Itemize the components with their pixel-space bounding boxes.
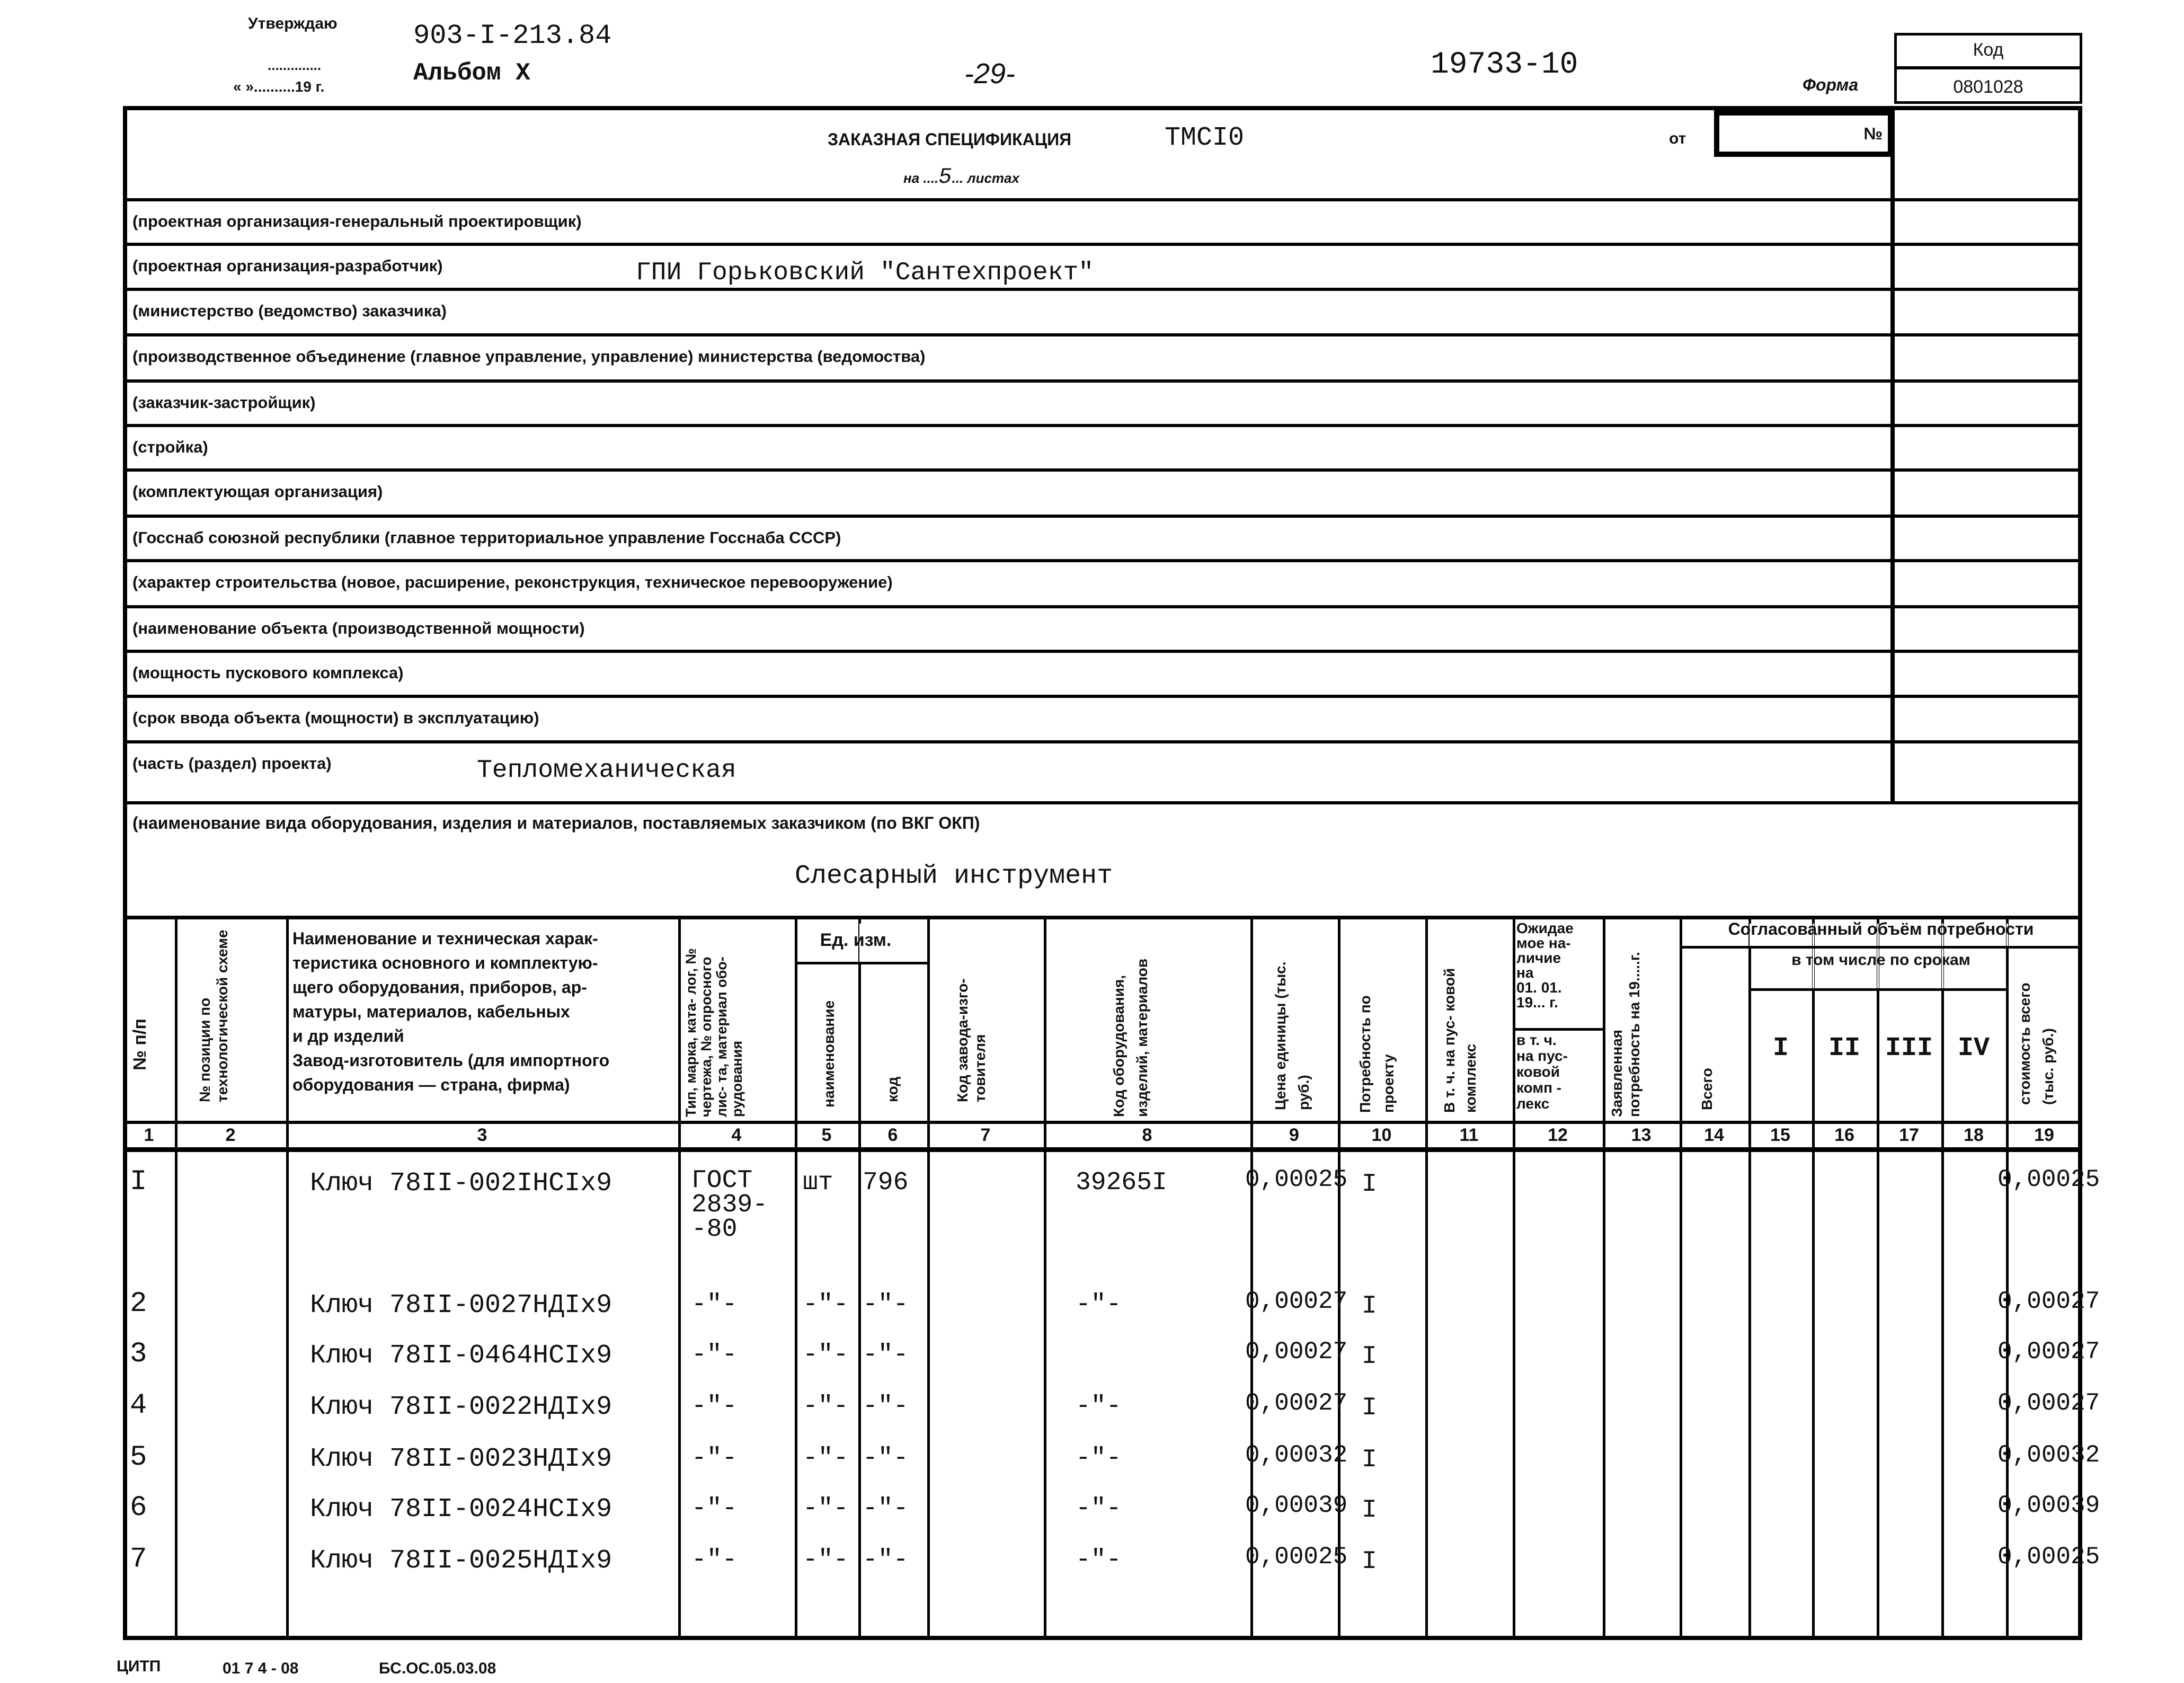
form-label: Форма [1803, 75, 1859, 94]
column-number: 14 [1704, 1125, 1724, 1145]
unit-name: -"- [803, 1546, 849, 1574]
column-number: 19 [2034, 1125, 2054, 1145]
field-row-divider [123, 333, 2082, 336]
row-number: I [130, 1166, 147, 1198]
item-name: Ключ 78II-0023НДIх9 [310, 1444, 612, 1474]
header-expected-launch-line: комп - [1516, 1079, 1562, 1096]
footer-code: БС.ОС.05.03.08 [379, 1660, 496, 1677]
field-label: (мощность пускового комплекса) [132, 663, 404, 682]
column-number: 7 [980, 1125, 991, 1145]
total-cost: 0,00025 [1997, 1543, 2100, 1571]
header-description-line: Завод-изготовитель (для импортного [292, 1051, 610, 1070]
column-number: 4 [731, 1125, 742, 1145]
column-number: 5 [821, 1125, 832, 1145]
header-bottom-line [123, 1121, 2082, 1124]
field-label: (проектная организация-разработчик) [132, 256, 443, 275]
header-description-line: щего оборудования, приборов, ар- [292, 978, 587, 997]
unit-price: 0,00027 [1245, 1288, 1348, 1315]
field-label: (стройка) [132, 438, 208, 456]
form-code-cell [1894, 67, 2082, 104]
from-label: от [1669, 130, 1686, 147]
item-type: ГОСТ 2839- -80 [691, 1166, 768, 1244]
unit-name: -"- [803, 1392, 849, 1421]
header-description-line: матуры, материалов, кабельных [292, 1002, 570, 1021]
item-type: -"- [691, 1546, 738, 1574]
design-need: I [1362, 1394, 1377, 1422]
field-label: (производственное объединение (главное управление, управление) министерства (ведомоства) [132, 347, 926, 366]
unit-price: 0,00032 [1245, 1441, 1348, 1469]
header-by-terms: в том числе по срокам [1791, 951, 1970, 969]
unit-code: 796 [863, 1168, 909, 1197]
header-expected-line: 01. 01. [1516, 979, 1562, 996]
item-code: -"- [1076, 1494, 1122, 1523]
field-value: Тепломеханическая [477, 756, 736, 785]
row-number: 5 [130, 1441, 147, 1474]
column-divider [1941, 919, 1944, 1640]
field-value: ГПИ Горьковский "Сантехпроект" [636, 259, 1094, 287]
code-label: Код [1973, 40, 2004, 60]
footer-org: ЦИТП [117, 1658, 161, 1675]
page-number: -29- [964, 58, 1016, 90]
column-number: 17 [1899, 1125, 1919, 1145]
row-number: 6 [130, 1492, 147, 1524]
item-name: Ключ 78II-0024НСIх9 [310, 1494, 612, 1525]
column-divider [1425, 919, 1428, 1640]
spec-title: ЗАКАЗНАЯ СПЕЦИФИКАЦИЯ [828, 130, 1072, 149]
expected-divider [1513, 1028, 1603, 1031]
column-number: 16 [1834, 1125, 1854, 1145]
row-number: 4 [130, 1389, 147, 1422]
header-design-need: Потребность по проекту [1357, 995, 1397, 1113]
column-divider [1680, 919, 1682, 1640]
header-position: № позиции по технологической схеме [197, 929, 230, 1102]
item-type: -"- [691, 1494, 738, 1523]
header-expected-line: на [1516, 964, 1534, 981]
item-code: -"- [1076, 1444, 1122, 1473]
design-need: I [1362, 1170, 1377, 1199]
item-type: -"- [691, 1290, 738, 1319]
header-expected-line: мое на- [1516, 935, 1571, 951]
unit-name: шт [803, 1168, 833, 1197]
field-row-divider [123, 288, 2082, 291]
unit-name: -"- [803, 1494, 849, 1523]
field-label: (характер строительства (новое, расширение, реконструкция, техническое перевооружение) [132, 573, 893, 591]
header-item-code: Код оборудования, изделий, материалов [1111, 958, 1150, 1117]
column-number-bottom-line [123, 1147, 2082, 1152]
header-description-line: оборудования — страна, фирма) [292, 1075, 570, 1094]
header-plant-code: Код завода-изго- товителя [954, 978, 988, 1102]
header-expected [1516, 921, 1574, 1010]
item-name: Ключ 78II-0022НДIх9 [310, 1392, 612, 1422]
header-quarter-2: II [1828, 1033, 1860, 1064]
field-label: (проектная организация-генеральный проектировщик) [132, 212, 582, 231]
header-expected-launch [1516, 1032, 1568, 1112]
approve-dots: .............. [268, 57, 322, 73]
header-expected-launch-line: лекс [1516, 1095, 1550, 1112]
header-type: Тип, марка, ката- лог, № чертежа, № опросного лис- та, материал обо- рудования [683, 948, 745, 1117]
inventory-stamp: 19733-10 [1431, 48, 1578, 82]
field-label: (министерство (ведомство) заказчика) [132, 302, 447, 320]
footer-number: 01 7 4 - 08 [223, 1660, 299, 1677]
column-divider [1748, 919, 1751, 1640]
column-divider [678, 919, 681, 1640]
unit-group-divider [795, 962, 927, 964]
unit-code: -"- [863, 1546, 909, 1574]
column-number: 9 [1289, 1125, 1299, 1145]
column-divider [1812, 919, 1815, 1640]
header-description-line: теристика основного и комплектую- [292, 953, 598, 972]
column-divider [1250, 919, 1253, 1640]
row-number: 2 [130, 1288, 147, 1320]
row-number: 3 [130, 1338, 147, 1370]
unit-name: -"- [803, 1444, 849, 1473]
column-number: 15 [1770, 1125, 1790, 1145]
column-divider [175, 919, 177, 1640]
field-row-divider [123, 379, 2082, 383]
header-agreed: Согласованный объём потребности [1728, 919, 2034, 938]
item-type: -"- [691, 1392, 738, 1421]
terms-divider [1748, 988, 2006, 991]
unit-code: -"- [863, 1444, 909, 1473]
unit-code: -"- [863, 1341, 909, 1369]
code-header-cell [1894, 33, 2082, 69]
sheets-count: 5 [938, 164, 952, 190]
total-cost: 0,00032 [1997, 1441, 2100, 1469]
header-declared-need: Заявленная потребность на 19.....г. [1609, 952, 1643, 1117]
item-name: Ключ 78II-002IНСIх9 [310, 1168, 612, 1199]
sheets-suffix: ... листах [952, 170, 1019, 186]
unit-name: -"- [803, 1290, 849, 1319]
total-cost: 0,00027 [1997, 1338, 2100, 1366]
equipment-label: (наименование вида оборудования, изделия и материалов, поставляемых заказчиком (по ВКГ ОКП) [132, 813, 980, 832]
design-need: I [1362, 1342, 1377, 1371]
number-box [1714, 110, 1893, 157]
column-number: 12 [1548, 1125, 1568, 1145]
field-row-divider [123, 468, 2082, 472]
column-divider [858, 919, 861, 1640]
form-code-value: 0801028 [1953, 77, 2023, 97]
item-code: 39265I [1076, 1168, 1167, 1197]
design-need: I [1362, 1292, 1377, 1321]
column-number: 1 [144, 1125, 154, 1145]
column-divider [1513, 919, 1515, 1640]
header-expected-line: Ожидае [1516, 920, 1574, 936]
field-row-divider [123, 740, 2082, 743]
design-need: I [1362, 1547, 1377, 1576]
column-divider [1044, 919, 1046, 1640]
unit-price: 0,00027 [1245, 1389, 1348, 1417]
unit-code: -"- [863, 1290, 909, 1319]
unit-price: 0,00025 [1245, 1166, 1348, 1193]
unit-name: -"- [803, 1341, 849, 1369]
column-number: 3 [477, 1125, 487, 1145]
field-row-divider [123, 650, 2082, 653]
header-expected-launch-line: в т. ч. [1516, 1032, 1557, 1048]
column-number: 13 [1631, 1125, 1652, 1145]
field-row-divider [123, 559, 2082, 562]
header-quarter-3: III [1885, 1033, 1933, 1064]
column-divider [1877, 919, 1879, 1640]
column-divider [795, 919, 797, 1640]
unit-price: 0,00025 [1245, 1543, 1348, 1571]
column-divider [1338, 919, 1340, 1640]
item-name: Ключ 78II-0464НСIх9 [310, 1341, 612, 1371]
spec-code: ТМСI0 [1165, 123, 1245, 153]
unit-price: 0,00039 [1245, 1492, 1348, 1519]
header-quarter-1: I [1772, 1033, 1789, 1064]
sheets-prefix: на .... [903, 170, 939, 186]
header-unit-name: наименование [821, 1000, 837, 1108]
total-cost: 0,00027 [1997, 1389, 2100, 1417]
item-name: Ключ 78II-0025НДIх9 [310, 1546, 612, 1576]
field-row-divider [123, 424, 2082, 427]
agreed-divider [1680, 946, 2082, 949]
total-cost: 0,00027 [1997, 1288, 2100, 1315]
approve-label: Утверждаю [248, 15, 338, 32]
column-divider [1603, 919, 1605, 1640]
field-label: (срок ввода объекта (мощности) в эксплуатацию) [132, 708, 539, 727]
unit-code: -"- [863, 1392, 909, 1421]
header-unit-code: код [884, 1076, 901, 1102]
header-quarter-4: IV [1957, 1033, 1990, 1064]
project-number: 903-I-213.84 [413, 20, 612, 51]
header-description [292, 926, 609, 1097]
field-row-divider [123, 605, 2082, 608]
field-row-divider [123, 515, 2082, 518]
field-label: (наименование объекта (производственной мощности) [132, 619, 585, 637]
item-code: -"- [1076, 1290, 1122, 1319]
header-launch-complex: В т. ч. на пус- ковой комплекс [1441, 968, 1479, 1113]
unit-price: 0,00027 [1245, 1338, 1348, 1366]
item-code: -"- [1076, 1392, 1122, 1421]
design-need: I [1362, 1446, 1377, 1474]
column-divider [927, 919, 930, 1640]
column-number: 18 [1964, 1125, 1984, 1145]
header-unit-price: Цена единицы (тыс. руб.) [1272, 961, 1312, 1110]
field-label: (комплектующая организация) [132, 482, 383, 501]
column-number: 6 [887, 1125, 898, 1145]
total-cost: 0,00039 [1997, 1492, 2100, 1519]
header-expected-line: личие [1516, 950, 1561, 966]
field-label: (часть (раздел) проекта) [132, 754, 332, 773]
column-number: 2 [225, 1125, 236, 1145]
header-description-line: и др изделий [292, 1026, 404, 1046]
header-expected-line: 19... г. [1516, 994, 1558, 1011]
column-divider [286, 919, 289, 1640]
header-total: Всего [1699, 1068, 1715, 1110]
header-expected-launch-line: на пус- [1516, 1048, 1568, 1064]
row-number: 7 [130, 1543, 147, 1575]
header-row-number: № п/п [130, 1018, 150, 1070]
item-code: -"- [1076, 1546, 1122, 1574]
equipment-value: Слесарный инструмент [795, 861, 1113, 891]
header-cost: стоимость всего (тыс. руб.) [2017, 982, 2056, 1105]
header-description-line: Наименование и техническая харак- [292, 929, 598, 948]
column-number: 11 [1459, 1125, 1479, 1145]
field-label: (заказчик-застройщик) [132, 393, 316, 412]
field-row-divider [123, 695, 2082, 698]
item-type: -"- [691, 1341, 738, 1369]
header-expected-launch-line: ковой [1516, 1064, 1560, 1080]
field-row-divider [123, 801, 2082, 804]
column-number: 10 [1371, 1125, 1392, 1145]
table-top-line [123, 916, 2082, 919]
number-label: № [1863, 124, 1883, 143]
field-row-divider [123, 198, 2082, 201]
column-divider [2006, 919, 2009, 1640]
column-number: 8 [1142, 1125, 1152, 1145]
unit-code: -"- [863, 1494, 909, 1523]
album-label: Альбом X [413, 59, 530, 87]
header-unit-group: Ед. изм. [820, 930, 892, 950]
design-need: I [1362, 1496, 1377, 1525]
field-row-divider [123, 243, 2082, 246]
total-cost: 0,00025 [1997, 1166, 2100, 1193]
item-name: Ключ 78II-0027НДIх9 [310, 1290, 612, 1321]
approve-date-line: « »..........19 г. [233, 78, 325, 95]
item-type: -"- [691, 1444, 738, 1473]
field-label: (Госснаб союзной республики (главное территориальное управление Госснаба СССР) [132, 528, 841, 547]
